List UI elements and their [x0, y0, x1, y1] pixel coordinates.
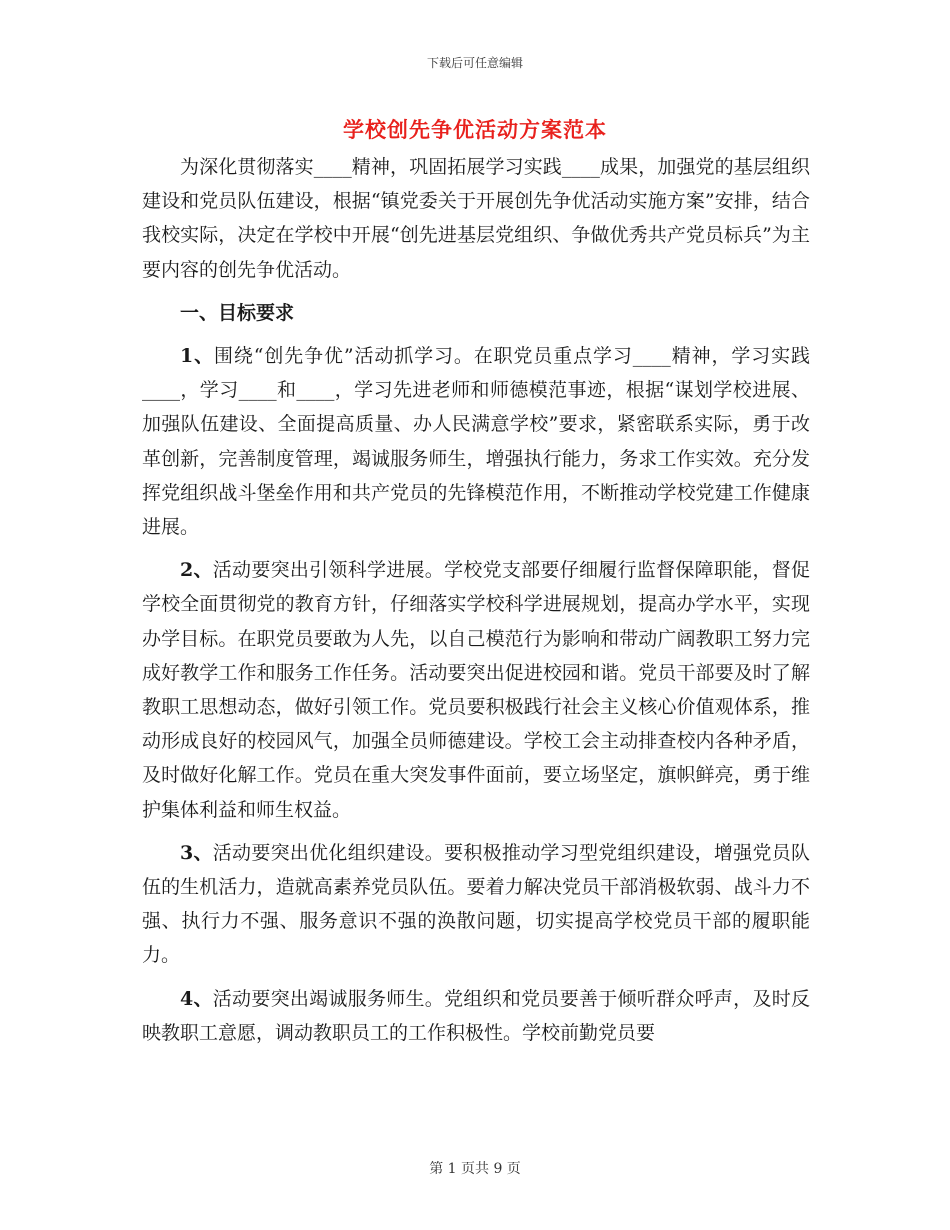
page-footer: 第 1 页共 9 页 [429, 1161, 521, 1177]
goal-item-number: 4、 [180, 987, 213, 1010]
goal-item-text: 围绕“创先争优”活动抓学习。在职党员重点学习____精神，学习实践____，学习____和____，学习先进老师和师德模范事迹，根据“谋划学校进展、加强队伍建设、全面提高质量、办人民满意学校”要求，紧密联系实际，勇于改革创新，完善制度管理，竭诚服务师生，增强执行能力，务求工作实效。充分发挥党组织战斗堡垒作用和共产党员的先锋模范作用，不断推动学校党建工作健康进展。 [142, 345, 810, 539]
section-heading-goals: 一、目标要求 [180, 301, 295, 324]
page-header: 下载后可任意编辑 [426, 56, 523, 70]
goal-item-text: 活动要突出引领科学进展。学校党支部要仔细履行监督保障职能，督促学校全面贯彻党的教育方针，仔细落实学校科学进展规划，提高办学水平，实现办学目标。在职党员要敢为人先，以自己模范行为影响和带动广阔教职工努力完成好教学工作和服务工作任务。活动要突出促进校园和谐。党员干部要及时了解教职工思想动态，做好引领工作。党员要积极践行社会主义核心价值观体系，推动形成良好的校园风气，加强全员师德建设。学校工会主动排查校内各种矛盾，及时做好化解工作。党员在重大突发事件面前，要立场坚定，旗帜鲜亮，勇于维护集体利益和师生权益。 [142, 559, 810, 821]
goal-item-4 [142, 982, 810, 1050]
goal-item-number: 3、 [180, 841, 213, 864]
goal-item-text: 活动要突出竭诚服务师生。党组织和党员要善于倾听群众呼声，及时反映教职工意愿，调动教职员工的工作积极性。学校前勤党员要 [142, 987, 810, 1044]
intro-paragraph: 为深化贯彻落实____精神，巩固拓展学习实践____成果，加强党的基层组织建设和党员队伍建设，根据“镇党委关于开展创先争优活动实施方案”安排，结合我校实际，决定在学校中开展“创先进基层党组织、争做优秀共产党员标兵”为主要内容的创先争优活动。 [142, 156, 810, 281]
goal-item-2 [142, 553, 810, 827]
goal-item-1 [142, 339, 810, 544]
goal-item-3 [142, 836, 810, 973]
goal-item-text: 活动要突出优化组织建设。要积极推动学习型党组织建设，增强党员队伍的生机活力，造就高素养党员队伍。要着力解决党员干部消极软弱、战斗力不强、执行力不强、服务意识不强的涣散问题，切实提高学校党员干部的履职能力。 [142, 841, 810, 967]
goal-item-number: 1、 [180, 345, 214, 368]
document-title: 学校创先争优活动方案范本 [343, 117, 607, 142]
goal-item-number: 2、 [180, 559, 213, 582]
document-body [142, 150, 810, 1059]
